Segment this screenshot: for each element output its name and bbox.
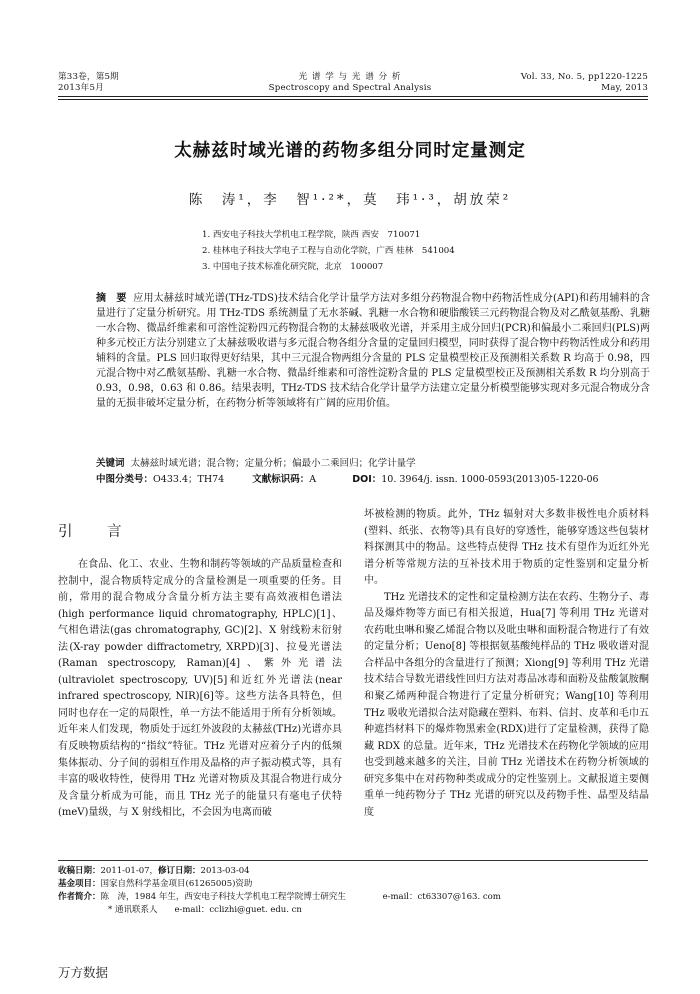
intro-paragraph-continued: 坏被检测的物质。此外，THz 辐射对大多数非极性电介质材料(塑料、纸张、衣物等)具有良好的穿透性，能够穿透这些包装材料探测其中的物品。这些特点使得 THz 技术有望作为近红外光谱分析等常规方法的互补技术用于物质的定性鉴别和定量分析中。 <box>364 509 649 587</box>
fund-line <box>58 878 501 891</box>
fund-text: 国家自然科学基金项目(61265005)资助 <box>100 879 253 889</box>
paper-title: 太赫兹时域光谱的药物多组分同时定量测定 <box>174 141 526 161</box>
abstract <box>96 291 650 411</box>
received-date: 2011-01-07， <box>100 866 159 876</box>
publication-date-en: May, 2013 <box>601 83 648 93</box>
doc-code-label: 文献标识码： <box>252 474 310 485</box>
author-list: 陈 涛¹，李 智¹·²*，莫 玮¹·³，胡放荣² <box>188 192 512 208</box>
revised-label: 修订日期： <box>158 866 201 876</box>
clc-label: 中图分类号： <box>96 474 154 485</box>
bio-text: 陈 涛，1984 年生，西安电子科技大学机电工程学院博士研究生 <box>100 892 346 902</box>
revised-date: 2013-03-04 <box>200 866 250 876</box>
left-column <box>58 557 342 822</box>
footnote-rule <box>58 860 648 861</box>
publication-date-cn: 2013年5月 <box>58 83 104 93</box>
bio-line <box>58 891 501 904</box>
intro-paragraph-1: 在食品、化工、农业、生物和制药等领域的产品质量检查和控制中，混合物质特定成分的含量检测是一项重要的任务。目前，常用的混合物成分含量分析方法主要有高效液相色谱法(high performance liquid chromatography, HPLC)[1]、气相色谱法(gas chromatography, GC)[2]、X 射线粉末衍射法(X-ray powder diffractometry, XRPD)[3]、拉曼光谱法(Raman spectroscopy, Raman)[4]、紫外光谱法(ultraviolet spectroscopy, UV)[5]和近红外光谱法(near infrared spectroscopy, NIR)[6]等。这些方法各具特色，但同时也存在一定的局限性，单一方法不能适用于所有分析领域。近年来人们发现，物质处于远红外波段的太赫兹(THz)光谱亦具有反映物质结构的“指纹”特征。THz 光谱对应着分子内的低频集体振动、分子间的弱相互作用及晶格的声子振动模式等，具有丰富的吸收特性，使得用 THz 光谱对物质及其混合物进行成分及含量分析成为可能，而且 THz 光子的能量只有毫电子伏特(meV)量级，与 X 射线相比，不会因为电离而破 <box>58 559 342 819</box>
footnotes <box>58 865 501 917</box>
doc-code-value: A <box>309 474 317 485</box>
journal-issue-en <box>521 72 648 94</box>
bio-email: e-mail：ct63307@163. com <box>382 892 501 902</box>
affiliation-1: 1. 西安电子科技大学机电工程学院，陕西 西安 710071 <box>202 230 421 240</box>
wanfang-watermark: 万方数据 <box>58 965 109 980</box>
keywords-label: 关键词 <box>96 458 125 469</box>
doi-label: DOI： <box>352 474 382 485</box>
header-rule-bottom <box>58 99 648 100</box>
received-label: 收稿日期： <box>58 866 101 876</box>
intro-paragraph-2: THz 光谱技术的定性和定量检测方法在农药、生物分子、毒品及爆炸物等方面已有相关报道，Hua[7] 等利用 THz 光谱对农药吡虫啉和聚乙烯混合物以及吡虫啉和面粉混合物进行了有效的定量分析；Ueno[8] 等根据氨基酸纯样品的 THz 吸收谱对混合样品中各组分的含量进行了预测；Xiong[9] 等利用 THz 光谱技术结合导数光谱线性回归方法对毒品冰毒和面粉及盐酸氯胺酮和聚乙烯两种混合物进行了定量分析研究；Wang[10] 等利用 THz 吸收光谱拟合法对隐藏在塑料、布料、信封、皮革和毛巾五种遮挡材料下的爆炸物黑索金(RDX)进行了定量检测，获得了隐藏 RDX 的总量。近年来，THz 光谱技术在药物化学领域的应用也受到越来越多的关注，目前 THz 光谱技术在药物分析领域的研究多集中在对药物种类或成分的定性鉴别上。文献报道主要侧重单一纯药物分子 THz 光谱的研究以及药物手性、晶型及结晶度 <box>364 591 649 818</box>
journal-name-cn: 光 谱 学 与 光 谱 分 析 <box>298 72 402 82</box>
fund-label: 基金项目： <box>58 879 101 889</box>
abstract-text: 应用太赫兹时域光谱(THz-TDS)技术结合化学计量学方法对多组分药物混合物中药物活性成分(API)和药用辅料的含量进行了定量分析研究。用 THz-TDS 系统测量了无水茶碱、乳糖一水合物和硬脂酸镁三元药物混合物及对乙酰氨基酚、乳糖一水合物、微晶纤维素和可溶性淀粉四元药物混合物的太赫兹吸收光谱，并采用主成分回归(PCR)和偏最小二乘回归(PLS)两种多元校正方法分别建立了太赫兹吸收谱与多元混合物各组分含量的定量回归模型，同时获得了混合物中药物活性成分和药用辅料的含量。PLS 回归取得更好结果，其中三元混合物两组分含量的 PLS 定量模型校正及预测相关系数 R 均高于 0.98，四元混合物中对乙酰氨基酚、乳糖一水合物、微晶纤维素和可溶性淀粉含量的 PLS 定量模型校正及预测相关系数 R 均分别高于 0.93，0.98，0.63 和 0.86。结果表明，THz-TDS 技术结合化学计量学方法建立定量分析模型能够实现对多元混合物成分含量的无损非破坏定量分析，在药物分析等领域将有广阔的应用价值。 <box>96 293 651 409</box>
bio-label: 作者简介： <box>58 892 101 902</box>
abstract-label: 摘 要 <box>96 293 127 304</box>
right-column <box>364 507 649 821</box>
section-heading-introduction: 引 言 <box>58 524 132 540</box>
classification-line <box>96 473 656 486</box>
volume-issue: 第33卷，第5期 <box>58 72 119 82</box>
corresponding-author: * 通讯联系人 e-mail：cclizhi@guet. edu. cn <box>108 905 302 915</box>
affiliation-2: 2. 桂林电子科技大学电子工程与自动化学院，广西 桂林 541004 <box>202 246 455 256</box>
volume-pages: Vol. 33, No. 5, pp1220-1225 <box>520 72 648 82</box>
header-rule-top <box>58 96 648 97</box>
keywords-text: 太赫兹时域光谱；混合物；定量分析；偏最小二乘回归；化学计量学 <box>130 458 416 469</box>
journal-name-en: Spectroscopy and Spectral Analysis <box>268 83 432 93</box>
affiliation-3: 3. 中国电子技术标准化研究院，北京 100007 <box>202 262 384 272</box>
keywords <box>96 457 416 470</box>
doi-value: 10. 3964/j. issn. 1000-0593(2013)05-1220-06 <box>381 474 599 485</box>
clc-value: O433.4；TH74 <box>153 474 225 485</box>
dates-line <box>58 865 501 878</box>
